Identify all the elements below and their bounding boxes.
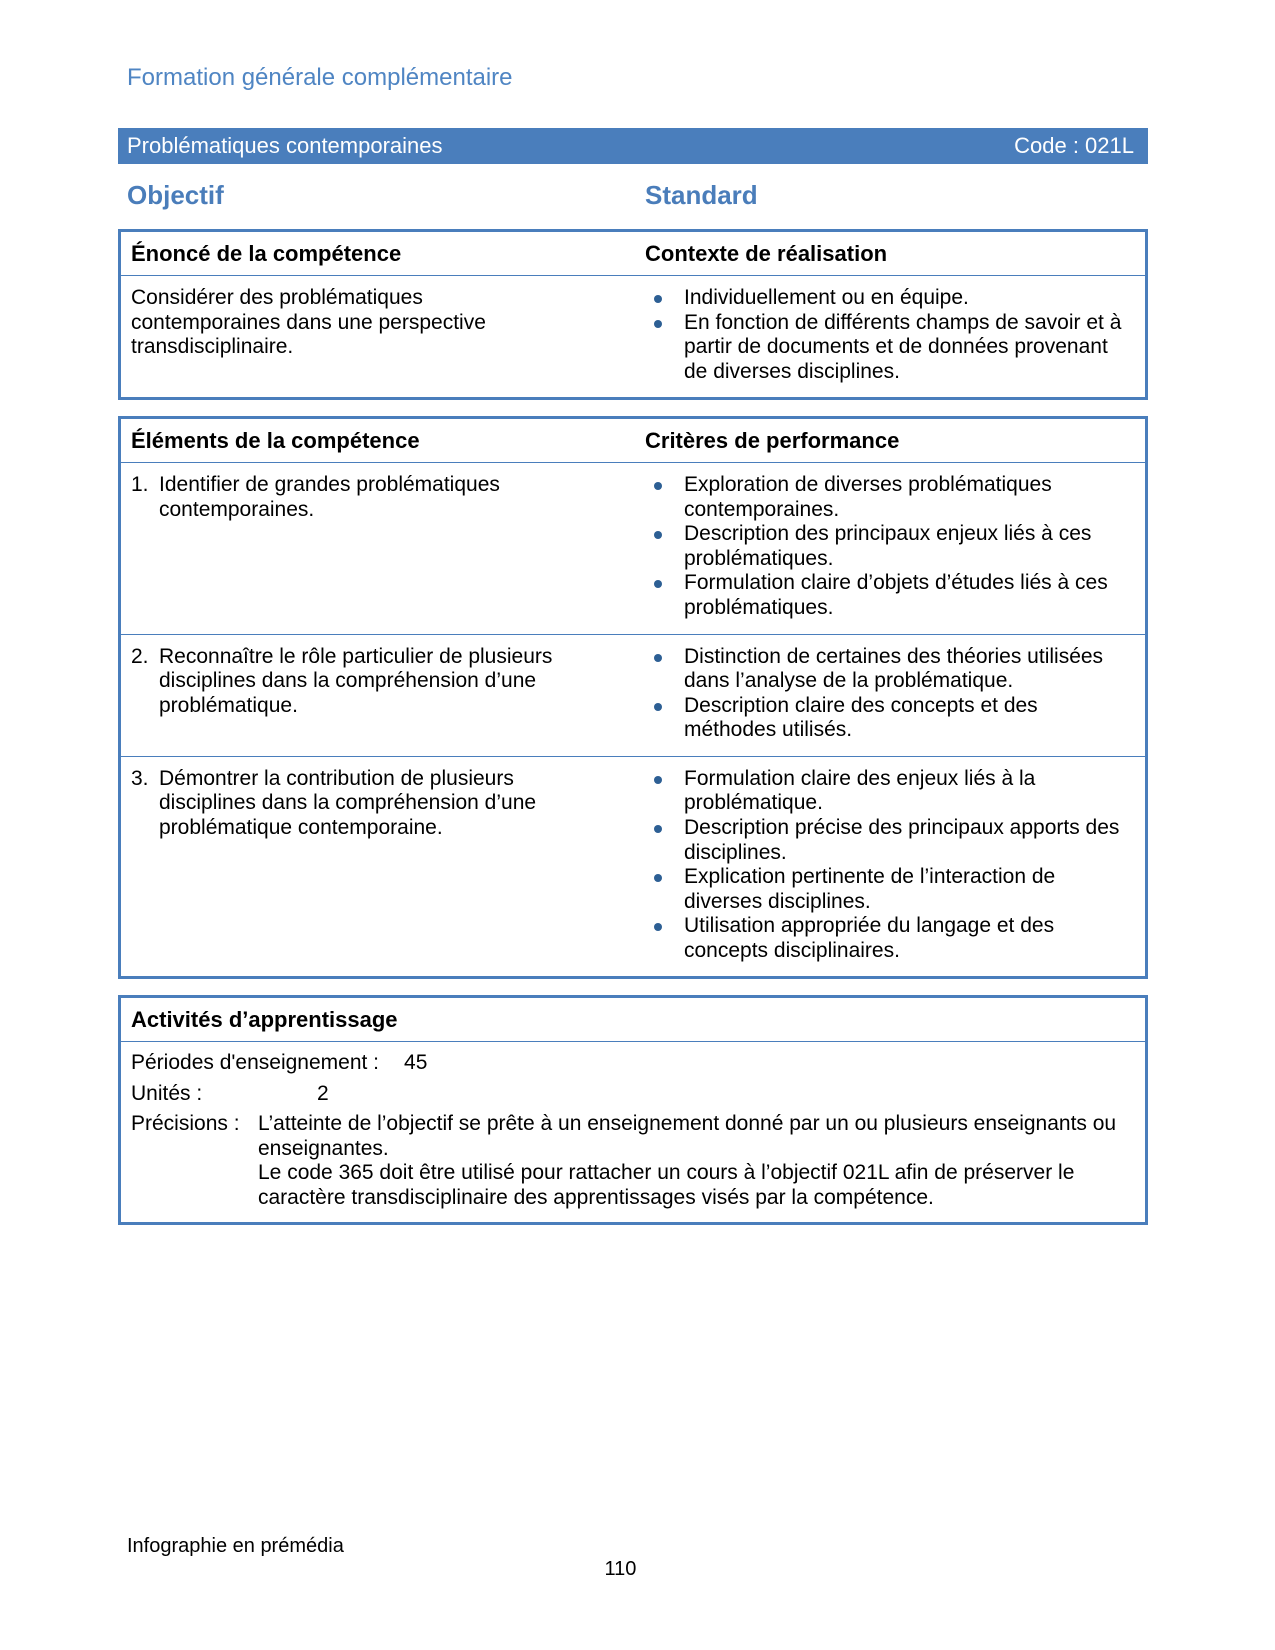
- bullet-icon: [654, 923, 662, 931]
- list-item: En fonction de différents champs de savoir et à partir de documents et de données provenant de diverses disciplines.: [645, 311, 1135, 385]
- criteria-bullet-list: [645, 645, 1135, 743]
- course-banner: [118, 128, 1148, 164]
- list-item: Individuellement ou en équipe.: [645, 286, 1135, 311]
- course-title: Problématiques contemporaines: [127, 133, 443, 159]
- item-number: 2.: [131, 644, 149, 668]
- precisions-label: Précisions :: [131, 1112, 240, 1136]
- criteria-bullet-list: [645, 473, 1135, 620]
- item-number: 1.: [131, 473, 149, 497]
- table1-left-header: Énoncé de la compétence: [131, 241, 402, 267]
- periods-label: Périodes d'enseignement :: [131, 1051, 380, 1075]
- bullet-icon: [654, 703, 662, 711]
- table-row: [121, 463, 1145, 633]
- list-item: Utilisation appropriée du langage et des concepts disciplinaires.: [645, 914, 1135, 963]
- precisions-paragraph: L’atteinte de l’objectif se prête à un enseignement donné par un ou plusieurs enseignants ou enseignantes.: [258, 1112, 1117, 1160]
- periods-row: [131, 1051, 1133, 1076]
- activities-body: [121, 1042, 1145, 1222]
- bullet-icon: [654, 874, 662, 882]
- objectif-heading: Objectif: [127, 180, 224, 211]
- list-item: Explication pertinente de l’interaction de diverses disciplines.: [645, 865, 1135, 914]
- precisions-text: [258, 1112, 1133, 1210]
- page-number: 110: [604, 1558, 637, 1580]
- element-item-3: [131, 767, 578, 841]
- list-item: Description des principaux enjeux liés à ces problématiques.: [645, 522, 1135, 571]
- precisions-row: [131, 1112, 1133, 1210]
- item-number: 3.: [131, 766, 149, 790]
- bullet-icon: [654, 320, 662, 328]
- periods-value: 45: [404, 1051, 428, 1075]
- element-text: Démontrer la contribution de plusieurs disciplines dans la compréhension d’une problématique contemporaine.: [159, 766, 537, 839]
- bullet-icon: [654, 825, 662, 833]
- bullet-icon: [654, 776, 662, 784]
- column-headings: [118, 180, 1148, 210]
- units-row: [131, 1082, 1133, 1107]
- table-row: [121, 634, 1145, 756]
- competence-statement-table: [118, 229, 1148, 400]
- criteria-bullet-list: [645, 767, 1135, 964]
- document-section-title: Formation générale complémentaire: [127, 64, 513, 91]
- list-item: Formulation claire d’objets d’études liés à ces problématiques.: [645, 571, 1135, 620]
- list-item: Exploration de diverses problématiques contemporaines.: [645, 473, 1135, 522]
- table1-content-row: [121, 276, 1145, 397]
- bullet-icon: [654, 580, 662, 588]
- table2-left-header: Éléments de la compétence: [131, 428, 420, 454]
- element-item-2: [131, 645, 578, 719]
- precisions-paragraph: Le code 365 doit être utilisé pour rattacher un cours à l’objectif 021L afin de préserver le caractère transdisciplinaire des apprentissages visés par la compétence.: [258, 1161, 1075, 1209]
- activities-header: Activités d’apprentissage: [121, 998, 1145, 1042]
- list-item: Description claire des concepts et des méthodes utilisés.: [645, 694, 1135, 743]
- table1-right-header: Contexte de réalisation: [645, 241, 888, 267]
- list-item: Description précise des principaux apports des disciplines.: [645, 816, 1135, 865]
- table2-right-header: Critères de performance: [645, 428, 900, 454]
- footer-program-name: Infographie en prémédia: [127, 1535, 344, 1557]
- competence-statement: Considérer des problématiques contemporaines dans une perspective transdisciplinaire.: [131, 286, 486, 359]
- units-label: Unités :: [131, 1081, 203, 1105]
- element-item-1: [131, 473, 578, 522]
- bullet-icon: [654, 654, 662, 662]
- course-code: Code : 021L: [1014, 133, 1134, 159]
- table-row: [121, 756, 1145, 977]
- competence-elements-table: [118, 416, 1148, 979]
- bullet-icon: [654, 531, 662, 539]
- context-bullet-list: [645, 286, 1135, 384]
- element-text: Reconnaître le rôle particulier de plusieurs disciplines dans la compréhension d’une problématique.: [159, 644, 553, 717]
- learning-activities-table: [118, 995, 1148, 1225]
- element-text: Identifier de grandes problématiques contemporaines.: [159, 473, 500, 521]
- bullet-icon: [654, 295, 662, 303]
- table1-header-row: [121, 232, 1145, 276]
- list-item: Distinction de certaines des théories utilisées dans l’analyse de la problématique.: [645, 645, 1135, 694]
- page-content: [118, 0, 1148, 1225]
- bullet-icon: [654, 482, 662, 490]
- standard-heading: Standard: [645, 180, 758, 211]
- units-value: 2: [317, 1081, 329, 1105]
- table2-header-row: [121, 419, 1145, 463]
- list-item: Formulation claire des enjeux liés à la problématique.: [645, 767, 1135, 816]
